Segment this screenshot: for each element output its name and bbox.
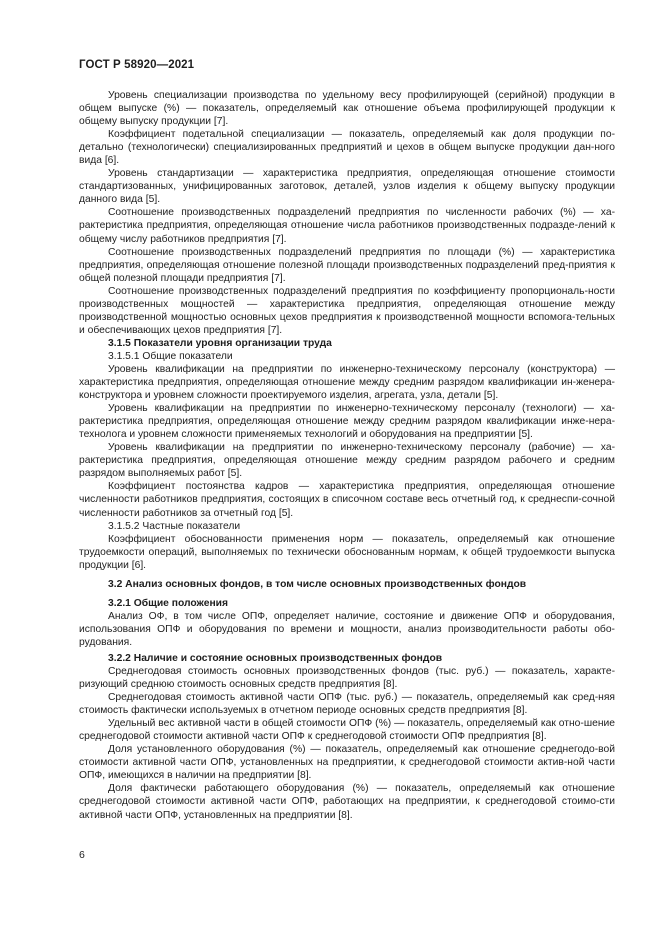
paragraph: Соотношение производственных подразделений предприятия по численности рабочих (%) — ха-рактеристика предприятия, определяющая отношение числа работников производственных подразде-лений к общему числу работников предприятия [7].: [79, 207, 615, 245]
paragraph: Коэффициент постоянства кадров — характеристика предприятия, определяющая отношение численности работников предприятия, состоящих в списочном составе весь отчетный год, к среднеспи-сочной численности работников за отчетный год [5].: [79, 481, 615, 519]
paragraph: Коэффициент подетальной специализации — показатель, определяемый как доля продукции по-детально (технологически) специализированных предприятий и цехов в общем выпуске продукции дан-ного вида [6].: [79, 129, 615, 167]
section-heading: 3.2.1 Общие положения: [108, 597, 228, 609]
paragraph: Среднегодовая стоимость основных производственных фондов (тыс. руб.) — показатель, характе-ризующий среднюю стоимость основных средств предприятия [8].: [79, 666, 615, 691]
paragraph: Доля фактически работающего оборудования (%) — показатель, определяемый как отношение среднегодовой стоимости активной части ОПФ, работающих на предприятии, к среднегодовой стоимо-сти активной части ОПФ, установленных на предприятии [8].: [79, 783, 615, 821]
section-heading: 3.2.2 Наличие и состояние основных производственных фондов: [108, 652, 443, 664]
section-heading: 3.2 Анализ основных фондов, в том числе основных производственных фондов: [108, 578, 527, 590]
paragraph: Уровень квалификации на предприятии по инженерно-техническому персоналу (рабочие) — ха-рактеристика предприятия, определяющая отношение между средним разрядом рабочего и средним разрядом выполняемых работ [5].: [79, 442, 615, 480]
paragraph: Уровень квалификации на предприятии по инженерно-техническому персоналу (технологи) — ха-рактеристика предприятия, определяющая отношение между средним разрядом квалификации инже-нера-технолога и уровнем сложности применяемых технологий и оборудования на предприятии [5].: [79, 403, 615, 441]
paragraph: Доля установленного оборудования (%) — показатель, определяемый как отношение среднегодо-вой стоимости активной части ОПФ, установленных на предприятии, к среднегодовой стоимости актив-ной части ОПФ, имеющихся в наличии на предприятии [8].: [79, 744, 615, 782]
paragraph: Среднегодовая стоимость активной части ОПФ (тыс. руб.) — показатель, определяемый как сред-няя стоимость фактически используемых в отчетном периоде основных средств предприятия [8].: [79, 692, 615, 717]
paragraph: Уровень специализации производства по удельному весу профилирующей (серийной) продукции в общем выпуске (%) — показатель, определяемый как отношение объема профилирующей продукции к общему выпуску продукции [7].: [79, 90, 615, 128]
paragraph: Анализ ОФ, в том числе ОПФ, определяет наличие, состояние и движение ОПФ и оборудования, использования ОПФ и оборудования по времени и мощности, анализ производительности работы обо-рудования.: [79, 610, 615, 648]
paragraph: Коэффициент обоснованности применения норм — показатель, определяемый как отношение трудоемкости операций, выполняемых по технически обоснованным нормам, к общей трудоемкости выпуска продукции [6].: [79, 533, 615, 571]
paragraph: Удельный вес активной части в общей стоимости ОПФ (%) — показатель, определяемый как отно-шение среднегодовой стоимости активной части ОПФ к среднегодовой стоимости ОПФ предприятия [8].: [79, 718, 615, 743]
page-number: 6: [79, 849, 85, 861]
subsection-heading: 3.1.5.1 Общие показатели: [108, 350, 233, 362]
subsection-heading: 3.1.5.2 Частные показатели: [108, 520, 241, 532]
paragraph: Уровень стандартизации — характеристика предприятия, определяющая отношение стоимости стандартизованных, унифицированных заготовок, деталей, узлов изделия к общему выпуску продукции данного вида [5].: [79, 168, 615, 206]
paragraph: Соотношение производственных подразделений предприятия по коэффициенту пропорциональ-ности производственных мощностей — характеристика предприятия, определяющая отношение между производственной мощностью основных цехов предприятия к производственной мощности вспомога-тельных и обеспечивающих цехов предприятия [7].: [79, 285, 615, 336]
paragraph: Соотношение производственных подразделений предприятия по площади (%) — характеристика предприятия, определяющая отношение полезной площади производственных подразделений пред-приятия к общей полезной площади предприятия [7].: [79, 246, 615, 284]
section-heading: 3.1.5 Показатели уровня организации труда: [108, 337, 332, 349]
document-header: ГОСТ Р 58920—2021: [79, 59, 195, 71]
paragraph: Уровень квалификации на предприятии по инженерно-техническому персоналу (конструктора) — характеристика предприятия, определяющая отношение между средним разрядом квалификации ин-женера-конструктора и уровнем сложности проектируемого изделия, агрегата, узла, детали [5].: [79, 363, 615, 402]
document-body: [79, 89, 615, 822]
